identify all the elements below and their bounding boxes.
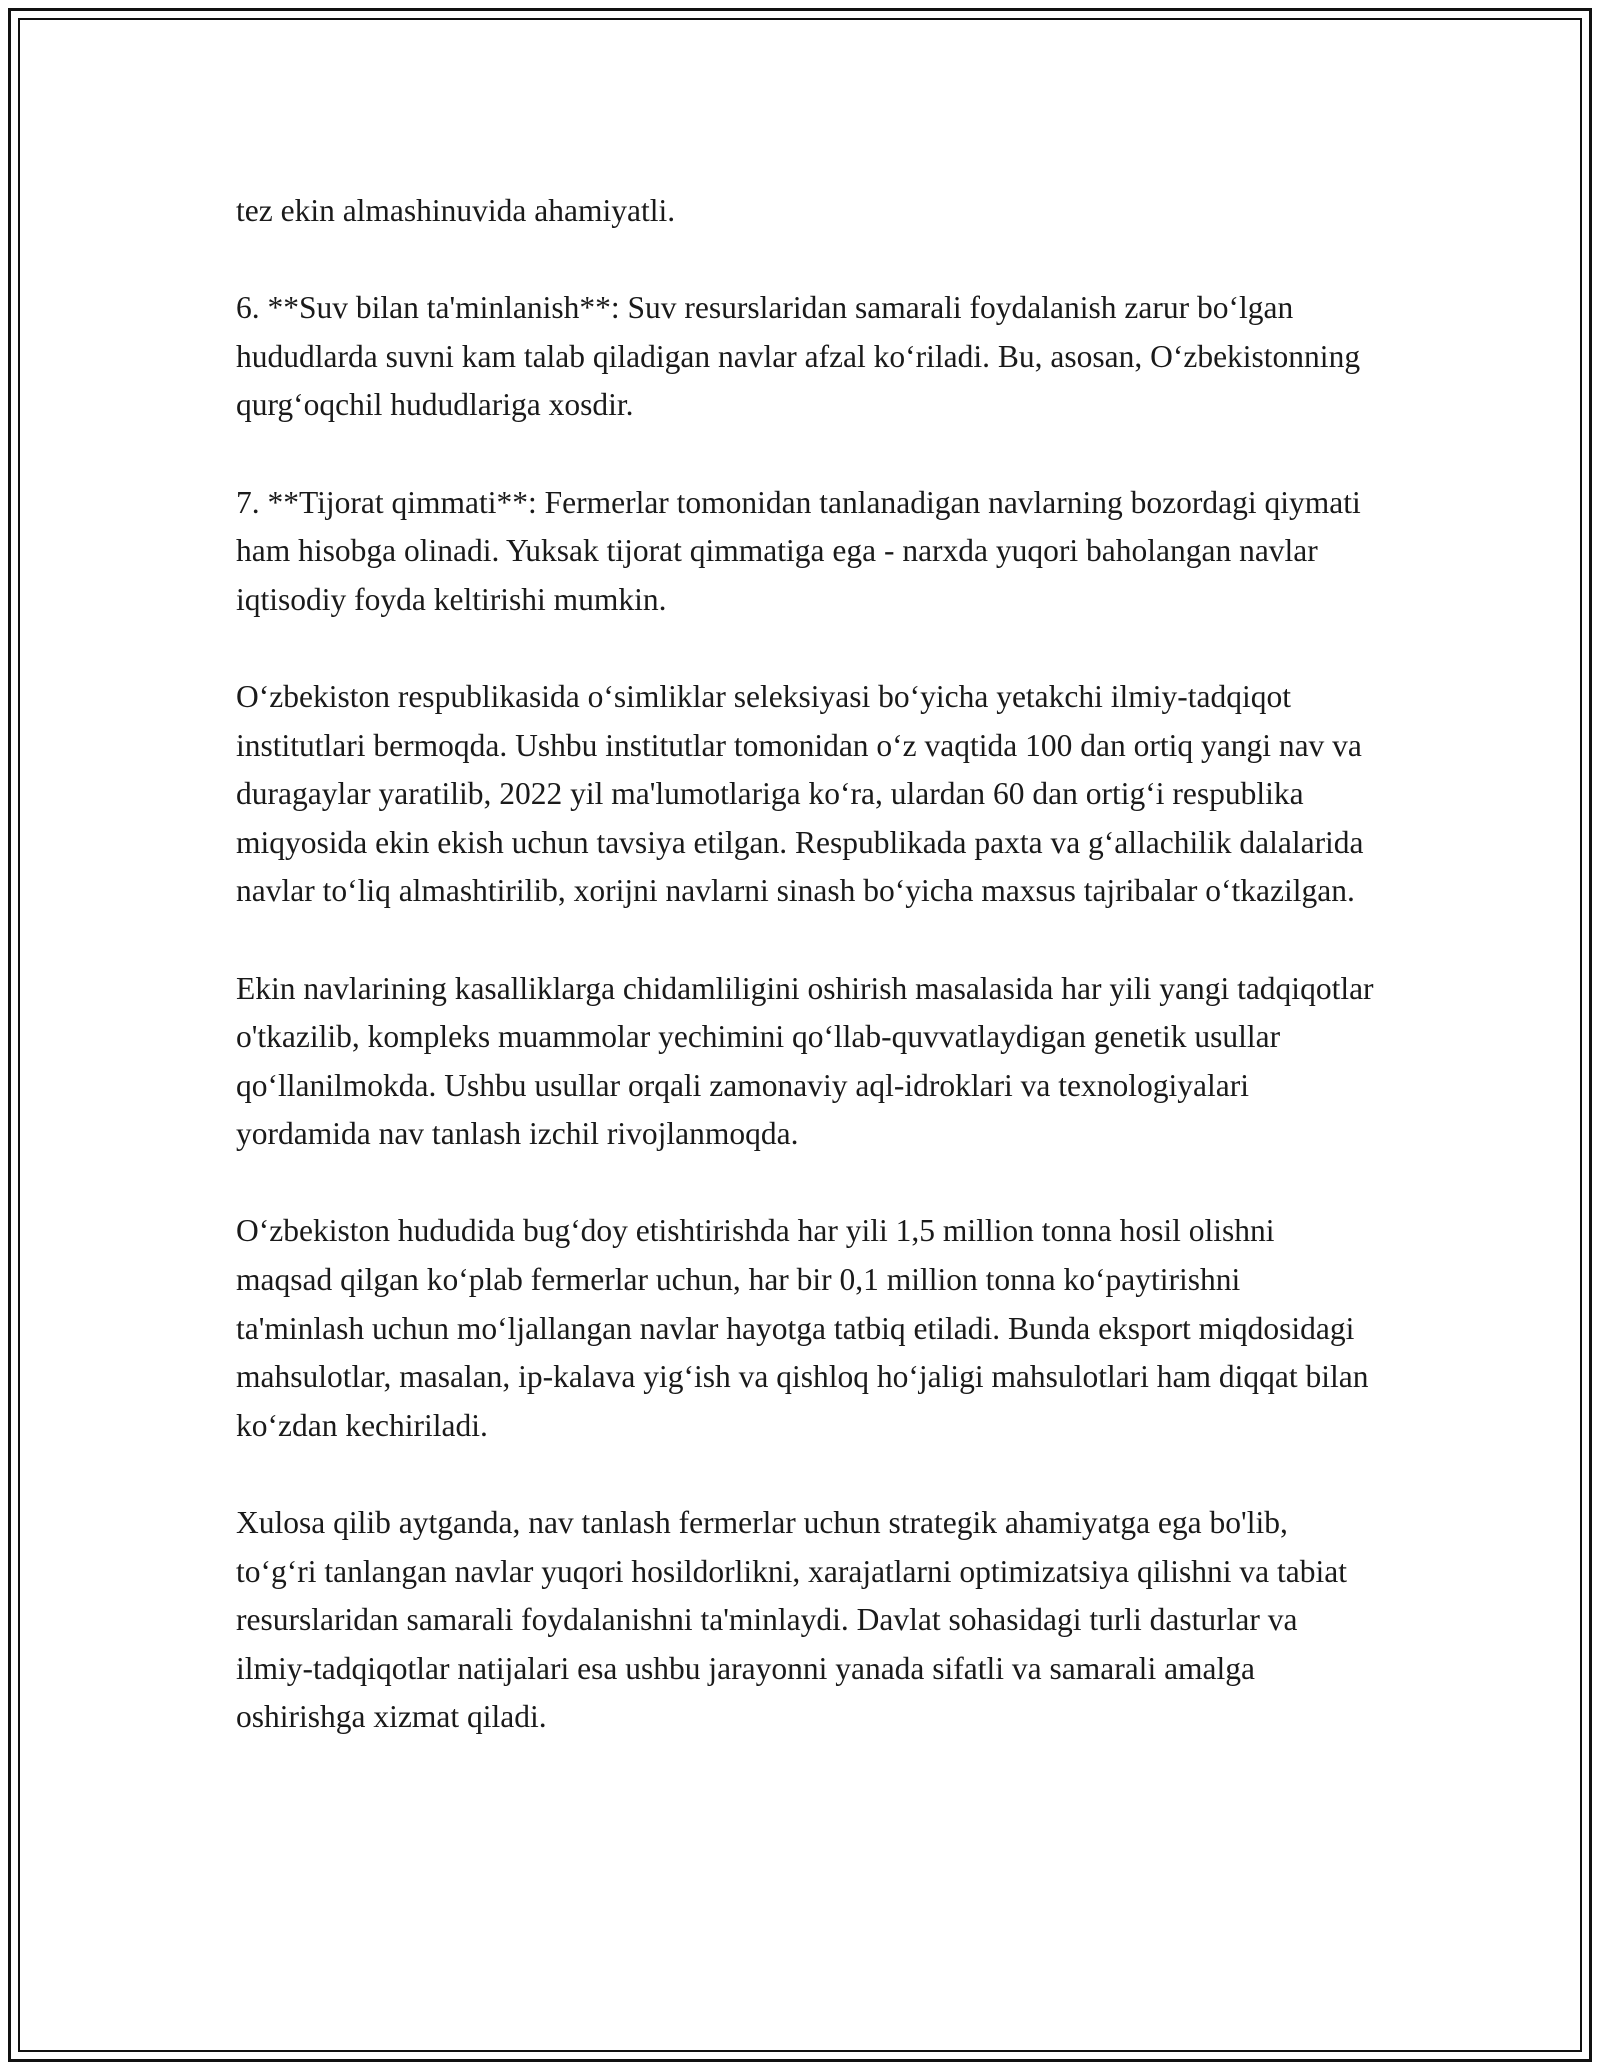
paragraph-research-institutes: O‘zbekiston respublikasida o‘simliklar seleksiyasi bo‘yicha yetakchi ilmiy-tadqiqot institutlari bermoqda. Ushbu institutlar tomonidan o‘z vaqtida 100 dan ortiq yangi nav va duragaylar yaratilib, 2022 yil ma'lumotlariga ko‘ra, ulardan 60 dan ortig‘i respublika miqyosida ekin ekish uchun tavsiya etilgan. Respublikada paxta va g‘allachilik dalalarida navlar to‘liq almashtirilib, xorijni navlarni sinash bo‘yicha maxsus tajribalar o‘tkazilgan. — [236, 678, 1364, 909]
document-body — [236, 187, 1376, 1791]
paragraph-water-supply: 6. **Suv bilan ta'minlanish**: Suv resurslaridan samarali foydalanish zarur bo‘lgan hududlarda suvni kam talab qiladigan navlar afzal ko‘riladi. Bu, asosan, O‘zbekistonning qurg‘oqchil hududlariga xosdir. — [236, 290, 1361, 423]
paragraph-disease-resistance: Ekin navlarining kasalliklarga chidamliligini oshirish masalasida har yili yangi tadqiqotlar o'tkazilib, kompleks muammolar yechimini qo‘llab-quvvatlaydigan genetik usullar qo‘llanilmokda. Ushbu usullar orqali zamonaviy aql-idroklari va texnologiyalari yordamida nav tanlash izchil rivojlanmoqda. — [236, 970, 1374, 1152]
paragraph-conclusion: Xulosa qilib aytganda, nav tanlash fermerlar uchun strategik ahamiyatga ega bo'lib, to‘g‘ri tanlangan navlar yuqori hosildorlikni, xarajatlarni optimizatsiya qilishni va tabiat resurslaridan samarali foydalanishni ta'minlaydi. Davlat sohasidagi turli dasturlar va ilmiy-tadqiqotlar natijalari esa ushbu jarayonni yanada sifatli va samarali amalga oshirishga xizmat qiladi. — [236, 1505, 1347, 1735]
paragraph-wheat-production: O‘zbekiston hududida bug‘doy etishtirishda har yili 1,5 million tonna hosil olishni maqsad qilgan ko‘plab fermerlar uchun, har bir 0,1 million tonna ko‘paytirishni ta'minlash uchun mo‘ljallangan navlar hayotga tatbiq etiladi. Bunda eksport miqdosidagi mahsulotlar, masalan, ip-kalava yig‘ish va qishloq ho‘jaligi mahsulotlari ham diqqat bilan ko‘zdan kechiriladi. — [236, 1213, 1369, 1443]
paragraph-commercial-value: 7. **Tijorat qimmati**: Fermerlar tomonidan tanlanadigan navlarning bozordagi qiymati ham hisobga olinadi. Yuksak tijorat qimmatiga ega - narxda yuqori baholangan navlar iqtisodiy foyda keltirishi mumkin. — [236, 484, 1361, 617]
paragraph-intro-continuation: tez ekin almashinuvida ahamiyatli. — [236, 193, 676, 228]
